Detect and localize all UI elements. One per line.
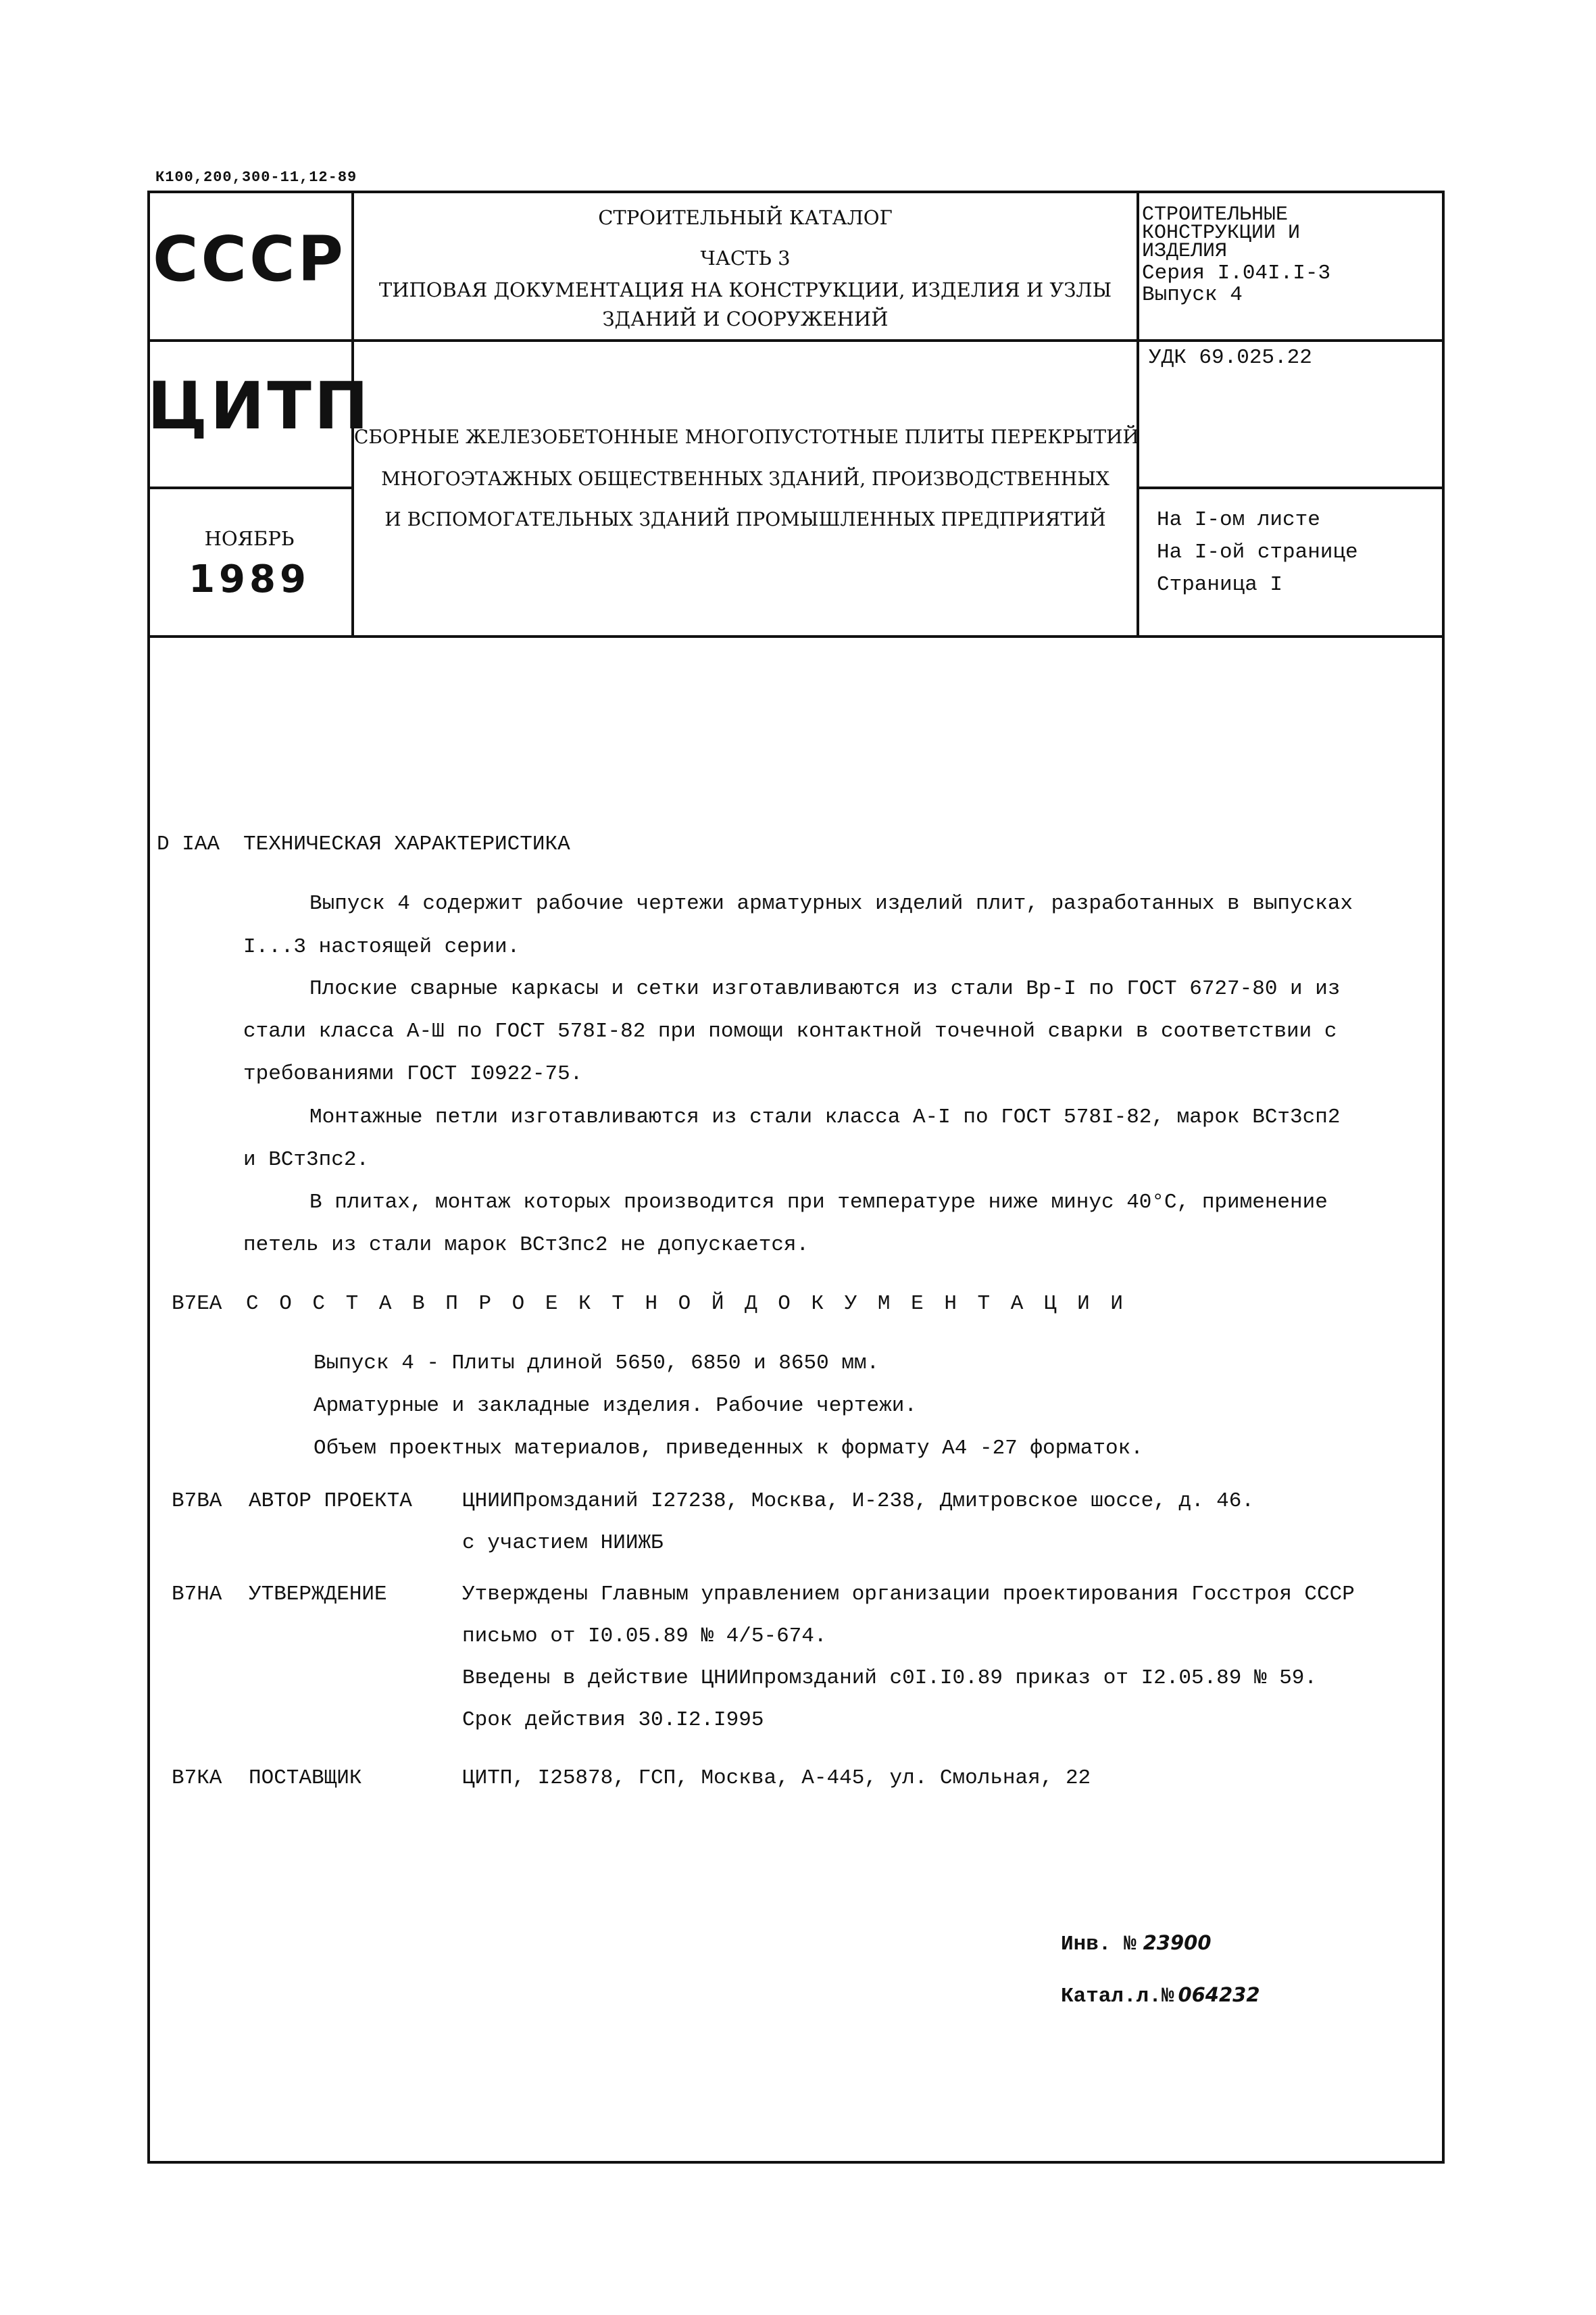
divider-udk [1137, 487, 1445, 489]
tech-line-5: требованиями ГОСТ I0922-75. [243, 1062, 583, 1086]
section-label-1: СТРОИТЕЛЬНЫЕ [1142, 203, 1289, 226]
approval-line-2: письмо от I0.05.89 № 4/5-674. [462, 1624, 827, 1648]
catalog-subtitle-1: ТИПОВАЯ ДОКУМЕНТАЦИЯ НА КОНСТРУКЦИИ, ИЗДЕЛИЯ И УЗЛЫ [378, 278, 1112, 301]
sheet-info-2: На I-ой странице [1157, 541, 1358, 564]
divider-right [1137, 191, 1139, 637]
catalog-subtitle-2: ЗДАНИЙ И СООРУЖЕНИЙ [602, 307, 889, 330]
catalog-code: К100,200,300-11,12-89 [155, 169, 357, 186]
document-title-3: И ВСПОМОГАТЕЛЬНЫХ ЗДАНИЙ ПРОМЫШЛЕННЫХ ПРЕДПРИЯТИЙ [384, 508, 1106, 530]
issue-year: 1989 [189, 557, 310, 601]
catalog-sheet-number [1061, 1983, 1260, 2008]
tech-line-8: В плитах, монтаж которых производится при температуре ниже минус 40°С, применение [309, 1191, 1328, 1214]
tech-line-1: Выпуск 4 содержит рабочие чертежи арматурных изделий плит, разработанных в выпусках [309, 892, 1353, 916]
author-code: В7ВА [172, 1489, 222, 1513]
approval-line-1: Утверждены Главным управлением организации проектирования Госстроя СССР [462, 1583, 1355, 1606]
approval-line-3: Введены в действие ЦНИИпромзданий с0I.I0.89 приказ от I2.05.89 № 59. [462, 1666, 1318, 1690]
composition-code: В7ЕА [172, 1292, 222, 1316]
composition-line-1: Выпуск 4 - Плиты длиной 5650, 6850 и 8650 мм. [314, 1351, 880, 1375]
tech-line-3: Плоские сварные каркасы и сетки изготавливаются из стали Вр-I по ГОСТ 6727-80 и из [309, 977, 1341, 1001]
document-title-2: МНОГОЭТАЖНЫХ ОБЩЕСТВЕННЫХ ЗДАНИЙ, ПРОИЗВОДСТВЕННЫХ [381, 468, 1109, 490]
composition-line-3: Объем проектных материалов, приведенных к формату А4 -27 форматок. [314, 1437, 1143, 1460]
supplier-code: В7КА [172, 1766, 222, 1790]
inventory-label: Инв. № [1061, 1933, 1137, 1956]
inventory-number [1061, 1931, 1212, 1956]
composition-heading: С О С Т А В П Р О Е К Т Н О Й Д О К У М Е Н Т А Ц И И [246, 1292, 1127, 1316]
tech-line-4: стали класса А-Ш по ГОСТ 578I-82 при помощи контактной точечной сварки в соответствии с [243, 1020, 1337, 1043]
tech-line-2: I...3 настоящей серии. [243, 935, 520, 959]
inventory-value: 23900 [1143, 1931, 1212, 1954]
udk-code: УДК 69.025.22 [1149, 346, 1312, 370]
tech-code: D IAA [157, 832, 220, 856]
catalog-sheet-value: 064232 [1178, 1983, 1260, 2006]
author-line-1: ЦНИИПромзданий I27238, Москва, И-238, Дмитровское шоссе, д. 46. [462, 1489, 1254, 1513]
section-label-3: ИЗДЕЛИЯ [1142, 240, 1228, 263]
divider-header-bottom [147, 635, 1445, 638]
author-heading: АВТОР ПРОЕКТА [249, 1489, 412, 1513]
sheet-info-1: На I-ом листе [1157, 508, 1320, 532]
catalog-title: СТРОИТЕЛЬНЫЙ КАТАЛОГ [598, 206, 893, 229]
series-label: Серия I.04I.I-3 [1142, 262, 1331, 285]
composition-line-2: Арматурные и закладные изделия. Рабочие чертежи. [314, 1394, 917, 1418]
supplier-line-1: ЦИТП, I25878, ГСП, Москва, А-445, ул. Смольная, 22 [462, 1766, 1091, 1790]
tech-heading: ТЕХНИЧЕСКАЯ ХАРАКТЕРИСТИКА [243, 832, 570, 856]
approval-heading: УТВЕРЖДЕНИЕ [249, 1583, 387, 1606]
divider-citp [147, 487, 351, 489]
catalog-sheet-label: Катал.л.№ [1061, 1985, 1174, 2008]
tech-line-7: и ВСт3пс2. [243, 1148, 370, 1172]
approval-code: В7НА [172, 1583, 222, 1606]
section-label-2: КОНСТРУКЦИИ И [1142, 222, 1301, 245]
approval-line-4: Срок действия 30.I2.I995 [462, 1708, 764, 1732]
ussr-label: СССР [153, 223, 346, 295]
issue-label: Выпуск 4 [1142, 283, 1243, 307]
sheet-info-3: Страница I [1157, 573, 1283, 597]
document-title-1: СБОРНЫЕ ЖЕЛЕЗОБЕТОННЫЕ МНОГОПУСТОТНЫЕ ПЛИТЫ ПЕРЕКРЫТИЙ [354, 426, 1139, 448]
tech-line-6: Монтажные петли изготавливаются из стали класса А-I по ГОСТ 578I-82, марок ВСт3сп2 [309, 1105, 1341, 1129]
tech-line-9: петель из стали марок ВСт3пс2 не допускается. [243, 1233, 809, 1257]
citp-label: ЦИТП [147, 368, 372, 444]
issue-month: НОЯБРЬ [204, 527, 295, 550]
catalog-part: ЧАСТЬ 3 [700, 247, 791, 270]
supplier-heading: ПОСТАВЩИК [249, 1766, 362, 1790]
author-line-2: с участием НИИЖБ [462, 1531, 664, 1555]
divider-header-main [147, 339, 1445, 342]
